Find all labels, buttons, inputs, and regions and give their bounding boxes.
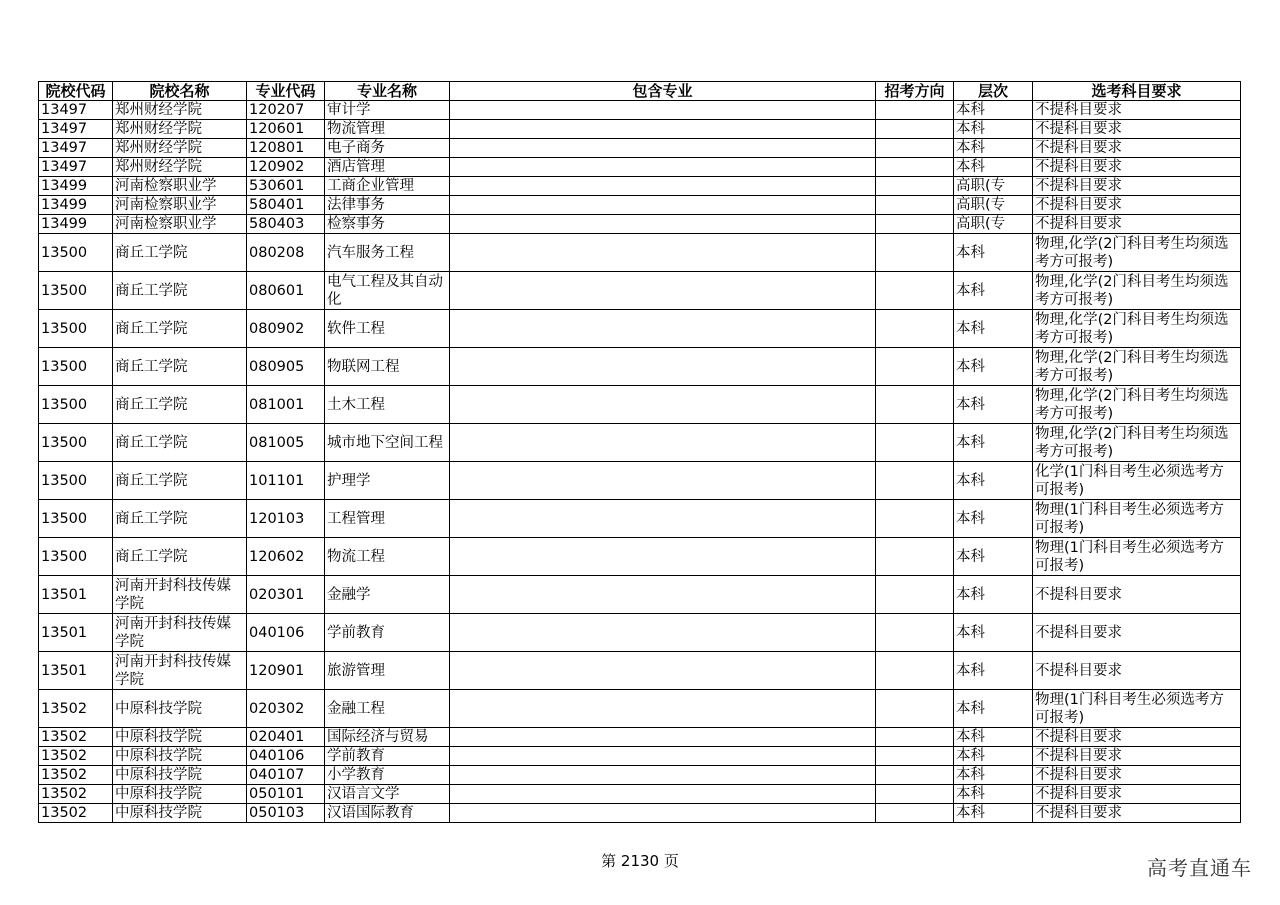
cell-included-majors [450, 424, 876, 462]
cell-major-name: 汉语国际教育 [325, 804, 450, 823]
table-row [39, 804, 1241, 823]
cell-major-code: 080601 [247, 272, 325, 310]
cell-subject-requirement: 不提科目要求 [1033, 728, 1241, 747]
cell-major-code: 080208 [247, 234, 325, 272]
cell-major-name: 物流管理 [325, 120, 450, 139]
cell-school-code: 13499 [39, 215, 113, 234]
cell-included-majors [450, 690, 876, 728]
cell-major-name: 护理学 [325, 462, 450, 500]
cell-major-name: 物联网工程 [325, 348, 450, 386]
cell-subject-requirement: 不提科目要求 [1033, 101, 1241, 120]
cell-major-code: 040106 [247, 614, 325, 652]
cell-major-code: 120207 [247, 101, 325, 120]
header-school-code: 院校代码 [39, 82, 113, 101]
cell-school-code: 13500 [39, 310, 113, 348]
cell-major-name: 酒店管理 [325, 158, 450, 177]
cell-major-code: 050103 [247, 804, 325, 823]
cell-major-name: 国际经济与贸易 [325, 728, 450, 747]
cell-subject-requirement: 物理(1门科目考生必须选考方可报考) [1033, 690, 1241, 728]
cell-major-code: 580403 [247, 215, 325, 234]
cell-included-majors [450, 652, 876, 690]
cell-subject-requirement: 不提科目要求 [1033, 766, 1241, 785]
cell-direction [876, 386, 954, 424]
table-row [39, 785, 1241, 804]
cell-major-name: 工程管理 [325, 500, 450, 538]
cell-major-name: 工商企业管理 [325, 177, 450, 196]
cell-school-code: 13502 [39, 804, 113, 823]
cell-major-name: 物流工程 [325, 538, 450, 576]
cell-level: 本科 [954, 462, 1033, 500]
table-body [39, 101, 1241, 823]
cell-major-name: 法律事务 [325, 196, 450, 215]
cell-direction [876, 614, 954, 652]
cell-included-majors [450, 538, 876, 576]
cell-level: 本科 [954, 652, 1033, 690]
cell-major-code: 120103 [247, 500, 325, 538]
cell-major-code: 040106 [247, 747, 325, 766]
cell-level: 本科 [954, 424, 1033, 462]
cell-included-majors [450, 272, 876, 310]
cell-major-name: 金融学 [325, 576, 450, 614]
cell-direction [876, 101, 954, 120]
table-row [39, 158, 1241, 177]
cell-included-majors [450, 139, 876, 158]
cell-subject-requirement: 不提科目要求 [1033, 614, 1241, 652]
table-row [39, 728, 1241, 747]
cell-school-name: 中原科技学院 [113, 690, 247, 728]
cell-school-name: 河南检察职业学 [113, 196, 247, 215]
cell-subject-requirement: 物理,化学(2门科目考生均须选考方可报考) [1033, 386, 1241, 424]
cell-school-name: 中原科技学院 [113, 804, 247, 823]
header-included-majors: 包含专业 [450, 82, 876, 101]
table-row [39, 538, 1241, 576]
cell-included-majors [450, 158, 876, 177]
cell-major-name: 城市地下空间工程 [325, 424, 450, 462]
cell-level: 本科 [954, 101, 1033, 120]
cell-included-majors [450, 215, 876, 234]
table-row [39, 177, 1241, 196]
cell-level: 本科 [954, 500, 1033, 538]
table-row [39, 139, 1241, 158]
cell-level: 本科 [954, 614, 1033, 652]
cell-major-name: 金融工程 [325, 690, 450, 728]
cell-direction [876, 728, 954, 747]
cell-school-name: 河南开封科技传媒学院 [113, 652, 247, 690]
cell-school-code: 13501 [39, 614, 113, 652]
table-row [39, 424, 1241, 462]
cell-direction [876, 234, 954, 272]
cell-school-name: 商丘工学院 [113, 386, 247, 424]
cell-school-code: 13502 [39, 785, 113, 804]
cell-school-name: 郑州财经学院 [113, 101, 247, 120]
table-row [39, 690, 1241, 728]
cell-included-majors [450, 348, 876, 386]
cell-included-majors [450, 576, 876, 614]
watermark-text: 高考直通车 [1147, 856, 1252, 880]
cell-included-majors [450, 101, 876, 120]
cell-direction [876, 766, 954, 785]
cell-major-name: 电气工程及其自动化 [325, 272, 450, 310]
cell-included-majors [450, 462, 876, 500]
table-row [39, 101, 1241, 120]
cell-major-code: 080905 [247, 348, 325, 386]
admissions-table [38, 81, 1241, 823]
cell-school-name: 中原科技学院 [113, 766, 247, 785]
cell-school-name: 商丘工学院 [113, 348, 247, 386]
cell-subject-requirement: 不提科目要求 [1033, 747, 1241, 766]
cell-subject-requirement: 不提科目要求 [1033, 576, 1241, 614]
cell-school-name: 商丘工学院 [113, 538, 247, 576]
table-row [39, 234, 1241, 272]
cell-major-name: 检察事务 [325, 215, 450, 234]
cell-level: 本科 [954, 234, 1033, 272]
cell-included-majors [450, 747, 876, 766]
cell-school-code: 13497 [39, 139, 113, 158]
table-row [39, 310, 1241, 348]
cell-included-majors [450, 386, 876, 424]
cell-included-majors [450, 804, 876, 823]
cell-major-code: 081005 [247, 424, 325, 462]
cell-direction [876, 747, 954, 766]
cell-level: 本科 [954, 690, 1033, 728]
cell-major-code: 580401 [247, 196, 325, 215]
cell-major-code: 081001 [247, 386, 325, 424]
cell-direction [876, 177, 954, 196]
cell-school-name: 河南检察职业学 [113, 215, 247, 234]
cell-direction [876, 538, 954, 576]
table-row [39, 500, 1241, 538]
cell-major-code: 040107 [247, 766, 325, 785]
cell-subject-requirement: 不提科目要求 [1033, 785, 1241, 804]
cell-subject-requirement: 物理,化学(2门科目考生均须选考方可报考) [1033, 348, 1241, 386]
cell-school-name: 郑州财经学院 [113, 120, 247, 139]
cell-included-majors [450, 120, 876, 139]
cell-school-code: 13497 [39, 101, 113, 120]
cell-subject-requirement: 不提科目要求 [1033, 652, 1241, 690]
cell-level: 本科 [954, 804, 1033, 823]
header-school-name: 院校名称 [113, 82, 247, 101]
cell-major-name: 汽车服务工程 [325, 234, 450, 272]
cell-school-code: 13500 [39, 386, 113, 424]
cell-school-name: 商丘工学院 [113, 500, 247, 538]
cell-school-name: 商丘工学院 [113, 234, 247, 272]
table-row [39, 747, 1241, 766]
cell-school-code: 13502 [39, 690, 113, 728]
cell-school-name: 河南开封科技传媒学院 [113, 614, 247, 652]
cell-level: 本科 [954, 766, 1033, 785]
cell-major-code: 120601 [247, 120, 325, 139]
cell-subject-requirement: 不提科目要求 [1033, 177, 1241, 196]
cell-level: 本科 [954, 139, 1033, 158]
table-row [39, 576, 1241, 614]
cell-school-name: 中原科技学院 [113, 747, 247, 766]
cell-major-code: 050101 [247, 785, 325, 804]
cell-school-code: 13500 [39, 500, 113, 538]
cell-direction [876, 158, 954, 177]
cell-included-majors [450, 310, 876, 348]
cell-school-name: 河南开封科技传媒学院 [113, 576, 247, 614]
cell-major-code: 080902 [247, 310, 325, 348]
cell-subject-requirement: 物理,化学(2门科目考生均须选考方可报考) [1033, 424, 1241, 462]
cell-school-name: 郑州财经学院 [113, 139, 247, 158]
cell-school-code: 13497 [39, 158, 113, 177]
cell-school-code: 13500 [39, 538, 113, 576]
cell-school-code: 13500 [39, 462, 113, 500]
cell-school-name: 郑州财经学院 [113, 158, 247, 177]
cell-subject-requirement: 物理,化学(2门科目考生均须选考方可报考) [1033, 272, 1241, 310]
cell-level: 本科 [954, 348, 1033, 386]
cell-subject-requirement: 不提科目要求 [1033, 215, 1241, 234]
cell-major-name: 学前教育 [325, 747, 450, 766]
cell-subject-requirement: 物理(1门科目考生必须选考方可报考) [1033, 500, 1241, 538]
cell-major-code: 120901 [247, 652, 325, 690]
cell-subject-requirement: 物理(1门科目考生必须选考方可报考) [1033, 538, 1241, 576]
cell-direction [876, 310, 954, 348]
cell-direction [876, 120, 954, 139]
cell-school-code: 13500 [39, 234, 113, 272]
cell-level: 本科 [954, 120, 1033, 139]
cell-subject-requirement: 不提科目要求 [1033, 196, 1241, 215]
cell-subject-requirement: 物理,化学(2门科目考生均须选考方可报考) [1033, 234, 1241, 272]
cell-school-code: 13500 [39, 272, 113, 310]
cell-direction [876, 576, 954, 614]
table-row [39, 386, 1241, 424]
header-direction: 招考方向 [876, 82, 954, 101]
cell-school-code: 13502 [39, 747, 113, 766]
cell-included-majors [450, 728, 876, 747]
cell-major-name: 土木工程 [325, 386, 450, 424]
cell-included-majors [450, 766, 876, 785]
cell-level: 本科 [954, 576, 1033, 614]
cell-direction [876, 690, 954, 728]
cell-level: 本科 [954, 728, 1033, 747]
cell-subject-requirement: 不提科目要求 [1033, 120, 1241, 139]
cell-school-name: 商丘工学院 [113, 272, 247, 310]
cell-level: 高职(专 [954, 196, 1033, 215]
cell-direction [876, 500, 954, 538]
table-row [39, 766, 1241, 785]
header-row [39, 82, 1241, 101]
cell-level: 高职(专 [954, 177, 1033, 196]
cell-subject-requirement: 不提科目要求 [1033, 158, 1241, 177]
cell-direction [876, 424, 954, 462]
cell-major-code: 020302 [247, 690, 325, 728]
cell-major-code: 530601 [247, 177, 325, 196]
cell-included-majors [450, 785, 876, 804]
cell-subject-requirement: 不提科目要求 [1033, 804, 1241, 823]
cell-included-majors [450, 234, 876, 272]
cell-major-name: 小学教育 [325, 766, 450, 785]
cell-school-name: 商丘工学院 [113, 462, 247, 500]
cell-school-code: 13499 [39, 196, 113, 215]
cell-included-majors [450, 500, 876, 538]
cell-level: 本科 [954, 310, 1033, 348]
cell-included-majors [450, 196, 876, 215]
cell-school-name: 商丘工学院 [113, 310, 247, 348]
table-row [39, 614, 1241, 652]
cell-school-code: 13502 [39, 766, 113, 785]
cell-level: 本科 [954, 785, 1033, 804]
cell-direction [876, 462, 954, 500]
cell-subject-requirement: 物理,化学(2门科目考生均须选考方可报考) [1033, 310, 1241, 348]
cell-school-code: 13500 [39, 348, 113, 386]
cell-school-code: 13500 [39, 424, 113, 462]
cell-direction [876, 139, 954, 158]
cell-major-code: 120801 [247, 139, 325, 158]
cell-level: 本科 [954, 538, 1033, 576]
header-level: 层次 [954, 82, 1033, 101]
cell-direction [876, 785, 954, 804]
table-row [39, 272, 1241, 310]
cell-school-name: 中原科技学院 [113, 728, 247, 747]
cell-level: 本科 [954, 158, 1033, 177]
table-row [39, 215, 1241, 234]
cell-school-name: 商丘工学院 [113, 424, 247, 462]
header-major-name: 专业名称 [325, 82, 450, 101]
cell-direction [876, 652, 954, 690]
table-row [39, 652, 1241, 690]
cell-major-name: 汉语言文学 [325, 785, 450, 804]
cell-major-name: 审计学 [325, 101, 450, 120]
cell-major-name: 电子商务 [325, 139, 450, 158]
cell-school-name: 河南检察职业学 [113, 177, 247, 196]
table-row [39, 348, 1241, 386]
cell-subject-requirement: 化学(1门科目考生必须选考方可报考) [1033, 462, 1241, 500]
header-subject-requirement: 选考科目要求 [1033, 82, 1241, 101]
cell-direction [876, 272, 954, 310]
cell-level: 本科 [954, 747, 1033, 766]
cell-major-code: 020401 [247, 728, 325, 747]
page-number: 第 2130 页 [601, 852, 679, 870]
cell-school-code: 13497 [39, 120, 113, 139]
cell-school-code: 13501 [39, 576, 113, 614]
header-major-code: 专业代码 [247, 82, 325, 101]
cell-level: 高职(专 [954, 215, 1033, 234]
cell-school-code: 13499 [39, 177, 113, 196]
table-row [39, 120, 1241, 139]
cell-level: 本科 [954, 386, 1033, 424]
cell-direction [876, 348, 954, 386]
table-row [39, 462, 1241, 500]
cell-major-code: 120602 [247, 538, 325, 576]
cell-major-name: 旅游管理 [325, 652, 450, 690]
table-row [39, 196, 1241, 215]
cell-school-code: 13501 [39, 652, 113, 690]
cell-included-majors [450, 177, 876, 196]
cell-school-code: 13502 [39, 728, 113, 747]
cell-major-code: 120902 [247, 158, 325, 177]
cell-major-name: 学前教育 [325, 614, 450, 652]
cell-direction [876, 196, 954, 215]
cell-subject-requirement: 不提科目要求 [1033, 139, 1241, 158]
cell-major-code: 020301 [247, 576, 325, 614]
cell-direction [876, 215, 954, 234]
cell-level: 本科 [954, 272, 1033, 310]
cell-major-code: 101101 [247, 462, 325, 500]
cell-direction [876, 804, 954, 823]
cell-included-majors [450, 614, 876, 652]
cell-major-name: 软件工程 [325, 310, 450, 348]
cell-school-name: 中原科技学院 [113, 785, 247, 804]
